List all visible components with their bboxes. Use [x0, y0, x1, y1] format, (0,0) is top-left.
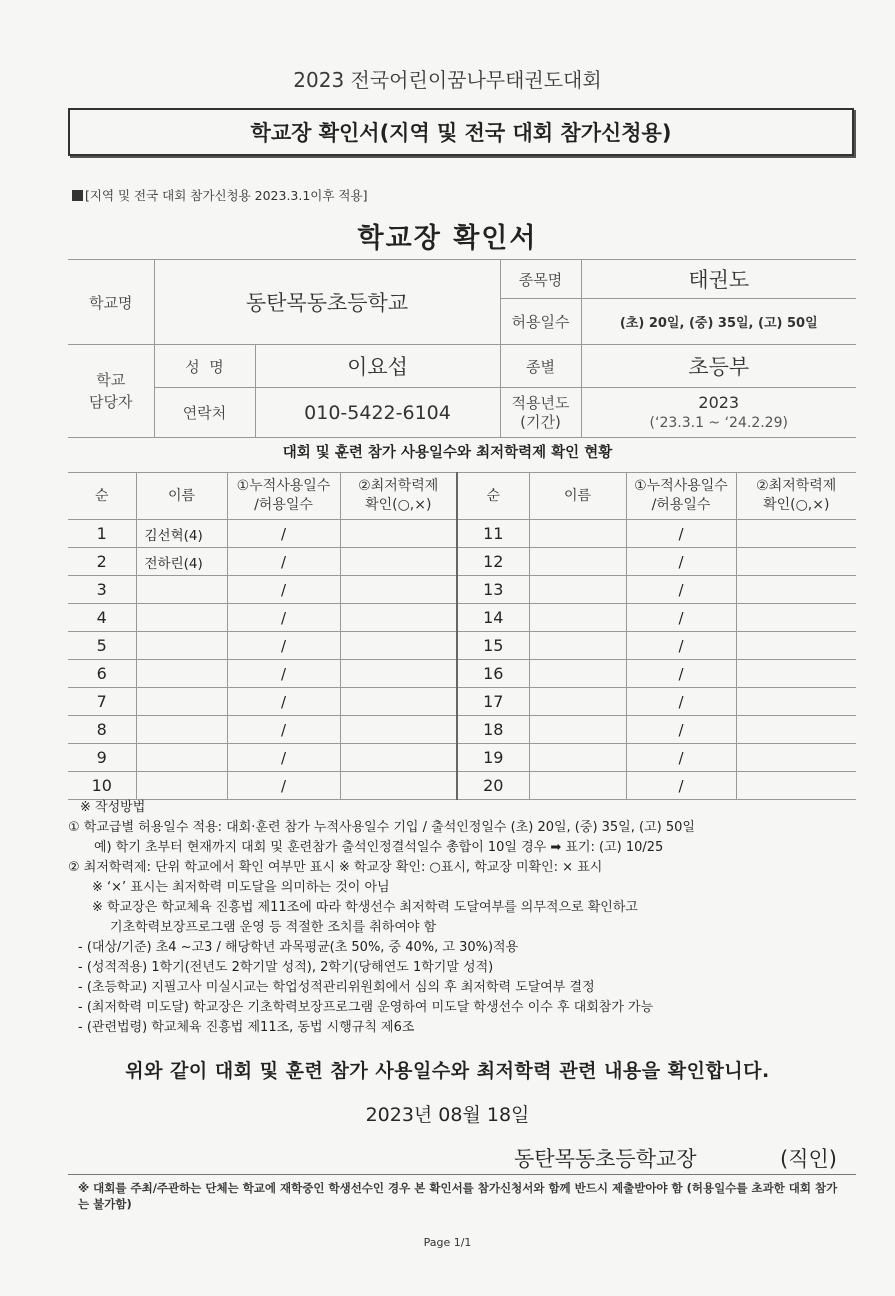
- row-number: 20: [457, 772, 529, 800]
- row-name: [136, 772, 227, 800]
- row-days: /: [626, 576, 736, 604]
- row-check: [736, 632, 856, 660]
- row-name: [136, 632, 227, 660]
- writing-instructions: [68, 798, 858, 1038]
- row-days: /: [227, 576, 340, 604]
- form-title-box: [68, 108, 854, 156]
- footnote-divider: [68, 1174, 856, 1175]
- row-name: [136, 744, 227, 772]
- row-name: [529, 772, 626, 800]
- division-label: 종별: [500, 345, 581, 388]
- row-number: 12: [457, 548, 529, 576]
- row-number: 8: [68, 716, 136, 744]
- row-number: 5: [68, 632, 136, 660]
- instruction-line: - (초등학교) 지필고사 미실시교는 학업성적관리위원회에서 심의 후 최저학력 도달여부 결정: [78, 980, 595, 995]
- row-check: [340, 520, 457, 548]
- instruction-line: - (대상/기준) 초4 ~고3 / 해당학년 과목평균(초 50%, 중 40%, 고 30%)적용: [78, 940, 519, 955]
- usage-table: [68, 472, 856, 800]
- row-check: [340, 688, 457, 716]
- row-check: [736, 520, 856, 548]
- document-date: 2023년 08월 18일: [365, 1104, 530, 1126]
- row-name: [136, 604, 227, 632]
- year-cell: [581, 388, 856, 438]
- row-name: [529, 604, 626, 632]
- row-days: /: [227, 604, 340, 632]
- row-check: [736, 576, 856, 604]
- division-value: 초등부: [581, 345, 856, 388]
- row-days: /: [227, 716, 340, 744]
- row-number: 11: [457, 520, 529, 548]
- instruction-line: 예) 학기 초부터 현재까지 대회 및 훈련참가 출석인정결석일수 총합이 10일 경우 ➡ 표기: (고) 10/25: [94, 840, 664, 855]
- info-table: [68, 259, 856, 438]
- square-bullet-icon: [72, 190, 83, 201]
- row-check: [340, 576, 457, 604]
- row-days: /: [227, 744, 340, 772]
- instruction-line: 기초학력보장프로그램 운영 등 적절한 조치를 취하여야 함: [110, 920, 437, 935]
- row-number: 1: [68, 520, 136, 548]
- row-number: 2: [68, 548, 136, 576]
- top-note: [72, 186, 367, 204]
- row-check: [736, 688, 856, 716]
- footnote: ※ 대회를 주최/주관하는 단체는 학교에 재학중인 학생선수인 경우 본 확인서를 참가신청서와 함께 반드시 제출받아야 함 (허용일수를 초과한 대회 참가는 불가함): [78, 1181, 838, 1211]
- table-row: [68, 548, 856, 576]
- table-row: [68, 744, 856, 772]
- official-seal-label: (직인): [780, 1147, 837, 1171]
- row-number: 10: [68, 772, 136, 800]
- contact-label: 연락처: [154, 388, 255, 438]
- row-days: /: [626, 772, 736, 800]
- table-row: [68, 716, 856, 744]
- confirmation-statement: 위와 같이 대회 및 훈련 참가 사용일수와 최저학력 관련 내용을 확인합니다.: [125, 1060, 770, 1082]
- year-label: 적용년도 (기간): [500, 388, 581, 438]
- instruction-line: ① 학교급별 허용일수 적용: 대회·훈련 참가 누적사용일수 기입 / 출석인정일수 (초) 20일, (중) 35일, (고) 50일: [68, 820, 695, 835]
- row-days: /: [626, 660, 736, 688]
- row-number: 14: [457, 604, 529, 632]
- header-check: ②최저학력제 확인(○,×): [736, 473, 856, 520]
- row-number: 18: [457, 716, 529, 744]
- header-order: 순: [68, 473, 136, 520]
- contact-value: 010-5422-6104: [255, 388, 500, 438]
- row-name: [136, 688, 227, 716]
- row-name: [529, 520, 626, 548]
- row-check: [736, 772, 856, 800]
- row-name: [529, 744, 626, 772]
- row-check: [736, 548, 856, 576]
- year-value: 2023: [698, 392, 740, 412]
- header-days: ①누적사용일수 /허용일수: [227, 473, 340, 520]
- allowed-days-label: 허용일수: [500, 299, 581, 345]
- table-row: [68, 604, 856, 632]
- row-number: 3: [68, 576, 136, 604]
- table-row: [68, 660, 856, 688]
- allowed-days-value: (초) 20일, (중) 35일, (고) 50일: [581, 299, 856, 345]
- instruction-line: - (성적적용) 1학기(전년도 2학기말 성적), 2학기(당해연도 1학기말 성적): [78, 960, 494, 975]
- table-header-row: [68, 473, 856, 520]
- row-name: [136, 576, 227, 604]
- row-days: /: [626, 632, 736, 660]
- row-number: 17: [457, 688, 529, 716]
- row-number: 7: [68, 688, 136, 716]
- event-title: 2023 전국어린이꿈나무태권도대회: [293, 68, 602, 92]
- row-number: 19: [457, 744, 529, 772]
- instruction-line: ② 최저학력제: 단위 학교에서 확인 여부만 표시 ※ 학교장 확인: ○표시, 학교장 미확인: × 표시: [68, 860, 603, 875]
- row-days: /: [626, 744, 736, 772]
- row-number: 13: [457, 576, 529, 604]
- row-name: [529, 548, 626, 576]
- row-number: 9: [68, 744, 136, 772]
- header-name: 이름: [529, 473, 626, 520]
- row-check: [340, 604, 457, 632]
- row-check: [340, 660, 457, 688]
- row-number: 15: [457, 632, 529, 660]
- row-check: [736, 604, 856, 632]
- staff-name-label: 성 명: [154, 345, 255, 388]
- instruction-line: ※ 학교장은 학교체육 진흥법 제11조에 따라 학생선수 최저학력 도달여부를 의무적으로 확인하고: [92, 900, 638, 915]
- table-row: [68, 688, 856, 716]
- instruction-line: - (관련법령) 학교체육 진흥법 제11조, 동법 시행규칙 제6조: [78, 1020, 415, 1035]
- row-name: [529, 576, 626, 604]
- row-check: [340, 548, 457, 576]
- row-name: 김선혁(4): [136, 520, 227, 548]
- table-row: [68, 576, 856, 604]
- row-name: [136, 716, 227, 744]
- row-check: [736, 660, 856, 688]
- staff-name: 이요섭: [255, 345, 500, 388]
- sport-value: 태권도: [581, 260, 856, 299]
- top-note-text: [지역 및 전국 대회 참가신청용 2023.3.1이후 적용]: [85, 188, 368, 203]
- signer-name: 동탄목동초등학교장: [514, 1147, 697, 1171]
- header-days: ①누적사용일수 /허용일수: [626, 473, 736, 520]
- row-days: /: [227, 660, 340, 688]
- row-name: [529, 688, 626, 716]
- row-check: [340, 744, 457, 772]
- page-number: Page 1/1: [423, 1236, 472, 1249]
- header-name: 이름: [136, 473, 227, 520]
- row-name: [529, 660, 626, 688]
- document-title: 학교장 확인서: [357, 223, 538, 254]
- row-name: [136, 660, 227, 688]
- row-number: 4: [68, 604, 136, 632]
- row-days: /: [626, 548, 736, 576]
- row-name: [529, 716, 626, 744]
- row-days: /: [626, 604, 736, 632]
- school-label: 학교명: [68, 260, 154, 345]
- row-number: 6: [68, 660, 136, 688]
- table-title: 대회 및 훈련 참가 사용일수와 최저학력제 확인 현황: [282, 445, 613, 461]
- row-days: /: [227, 772, 340, 800]
- row-days: /: [227, 520, 340, 548]
- sport-label: 종목명: [500, 260, 581, 299]
- header-check: ②최저학력제 확인(○,×): [340, 473, 457, 520]
- instruction-line: ※ ‘×’ 표시는 최저학력 미도달을 의미하는 것이 아님: [92, 880, 390, 895]
- row-check: [340, 632, 457, 660]
- row-days: /: [227, 632, 340, 660]
- table-row: [68, 520, 856, 548]
- row-check: [340, 716, 457, 744]
- staff-label: 학교 담당자: [68, 345, 154, 438]
- row-days: /: [227, 548, 340, 576]
- instructions-heading: ※ 작성방법: [80, 800, 146, 815]
- row-name: 전하린(4): [136, 548, 227, 576]
- row-days: /: [227, 688, 340, 716]
- form-title: 학교장 확인서(지역 및 전국 대회 참가신청용): [250, 121, 672, 145]
- table-row: [68, 772, 856, 800]
- row-name: [529, 632, 626, 660]
- instruction-line: - (최저학력 미도달) 학교장은 기초학력보장프로그램 운영하여 미도달 학생선수 이수 후 대회참가 가능: [78, 1000, 654, 1015]
- row-check: [340, 772, 457, 800]
- header-order: 순: [457, 473, 529, 520]
- school-name: 동탄목동초등학교: [154, 260, 500, 345]
- row-days: /: [626, 520, 736, 548]
- row-days: /: [626, 688, 736, 716]
- row-check: [736, 716, 856, 744]
- year-period: (‘23.3.1 ~ ‘24.2.29): [649, 414, 788, 431]
- table-row: [68, 632, 856, 660]
- row-number: 16: [457, 660, 529, 688]
- row-check: [736, 744, 856, 772]
- row-days: /: [626, 716, 736, 744]
